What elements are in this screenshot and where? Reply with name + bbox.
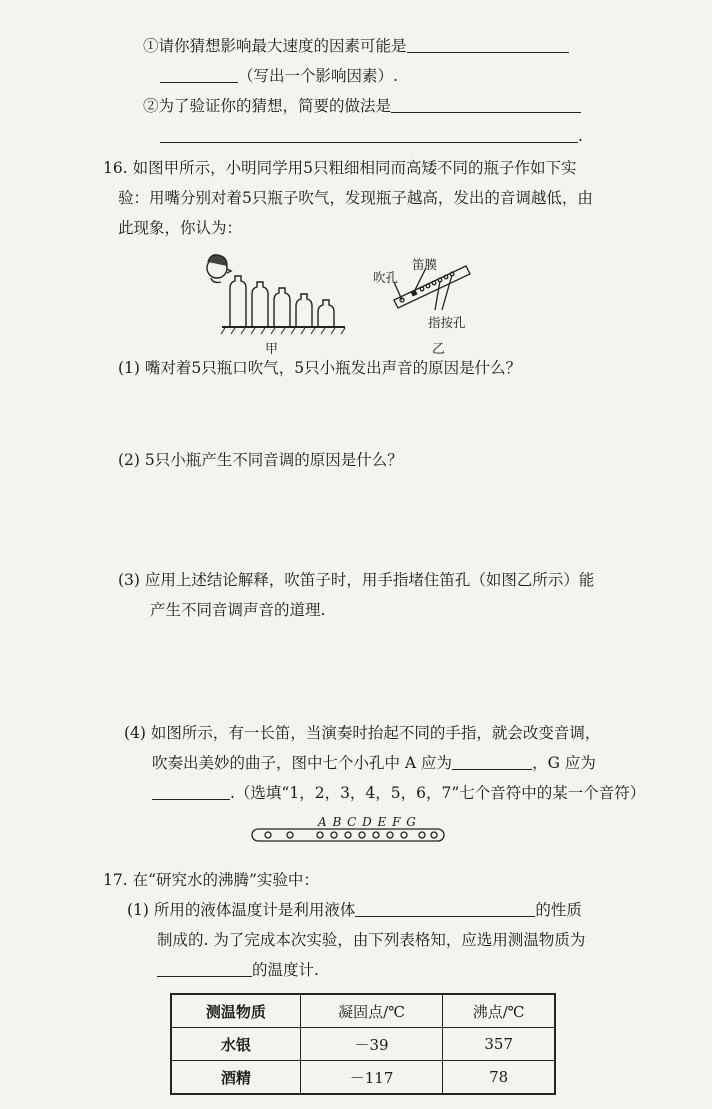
q16-intro-line1: 16. 如图甲所示，小明同学用5只粗细相同而高矮不同的瓶子作如下实 bbox=[103, 159, 577, 177]
table-cell: －117 bbox=[300, 1061, 443, 1095]
q16-sub4-line1: (4) 如图所示，有一长笛，当演奏时抬起不同的手指，就会改变音调， bbox=[124, 724, 601, 742]
q15-part2-line2 bbox=[160, 126, 583, 146]
q16-sub4-prompt-g: ，G 应为 bbox=[532, 754, 596, 772]
q16-sub4-prompt-a: 吹奏出美妙的曲子，图中七个小孔中 A 应为 bbox=[152, 754, 453, 772]
q16-sub1: (1) 嘴对着5只瓶口吹气，5只小瓶发出声音的原因是什么？ bbox=[118, 359, 522, 377]
q17-sub1-line1 bbox=[127, 900, 582, 920]
q17-sub1-suffix: 的性质 bbox=[535, 901, 582, 919]
q16-sub3-line2: 产生不同音调声音的道理. bbox=[150, 601, 326, 619]
q16-sub4-blank-a[interactable] bbox=[452, 753, 532, 770]
q15-part1-line2 bbox=[160, 66, 398, 86]
q15-period: . bbox=[578, 127, 583, 145]
table-header-cell: 凝固点/℃ bbox=[300, 994, 443, 1028]
figure-yi-zhiankong-label: 指按孔 bbox=[428, 315, 466, 330]
thermometer-substance-table bbox=[170, 993, 556, 1095]
q16-intro-line2: 验：用嘴分别对着5只瓶子吹气，发现瓶子越高，发出的音调越低，由 bbox=[118, 189, 593, 207]
q15-part2-prompt: ②为了验证你的猜想，简要的做法是 bbox=[143, 97, 392, 115]
q16-sub2: (2) 5只小瓶产生不同音调的原因是什么？ bbox=[118, 451, 403, 469]
q16-sub4-blank-g[interactable] bbox=[152, 783, 230, 800]
q16-intro-line3: 此现象，你认为： bbox=[118, 219, 243, 237]
q17-intro: 17. 在“研究水的沸腾”实验中： bbox=[103, 871, 319, 889]
table-cell: 酒精 bbox=[171, 1061, 300, 1095]
q15-part1-blank-a[interactable] bbox=[407, 36, 569, 53]
q16-sub3-line1: (3) 应用上述结论解释，吹笛子时，用手指堵住笛孔（如图乙所示）能 bbox=[118, 571, 595, 589]
table-cell: 78 bbox=[443, 1061, 555, 1095]
q17-sub1-end: 的温度计. bbox=[252, 961, 319, 979]
q15-part1-line1 bbox=[143, 36, 569, 56]
table-header-cell: 沸点/℃ bbox=[443, 994, 555, 1028]
figure-yi-label: 乙 bbox=[432, 342, 446, 357]
q15-part2-line1 bbox=[143, 96, 581, 116]
figure-long-flute bbox=[250, 826, 450, 846]
q17-sub1-line2: 制成的. 为了完成本次实验，由下列表格知，应选用测温物质为 bbox=[157, 931, 586, 949]
q17-sub1-blank-a[interactable] bbox=[355, 900, 535, 917]
q15-part1-blank-b[interactable] bbox=[160, 66, 238, 83]
q15-part2-blank-a[interactable] bbox=[391, 96, 581, 113]
table-row bbox=[171, 1028, 555, 1061]
q15-part2-blank-b[interactable] bbox=[160, 126, 578, 143]
figure-jia-bottles bbox=[197, 248, 357, 338]
q15-part1-note: （写出一个影响因素）. bbox=[238, 67, 398, 85]
q17-sub1-prompt: (1) 所用的液体温度计是利用液体 bbox=[127, 901, 356, 919]
figure-jia-label: 甲 bbox=[265, 342, 279, 357]
q16-sub4-line3 bbox=[152, 783, 645, 803]
q15-part1-prompt: ①请你猜想影响最大速度的因素可能是 bbox=[143, 37, 407, 55]
flute-hole-labels: A B C D E F G bbox=[318, 815, 417, 829]
table-header-row bbox=[171, 994, 555, 1028]
q17-sub1-line3 bbox=[157, 960, 319, 980]
table-cell: －39 bbox=[300, 1028, 443, 1061]
table-cell: 357 bbox=[443, 1028, 555, 1061]
table-row bbox=[171, 1061, 555, 1095]
q16-sub4-line2 bbox=[152, 753, 596, 773]
table-header-cell: 测温物质 bbox=[171, 994, 300, 1028]
table-cell: 水银 bbox=[171, 1028, 300, 1061]
q17-sub1-blank-b[interactable] bbox=[157, 960, 252, 977]
figure-yi-dimo-label: 笛膜 bbox=[412, 257, 438, 272]
figure-yi-chuikong-label: 吹孔 bbox=[373, 270, 399, 285]
q16-sub4-hint: .（选填“1，2，3，4，5，6，7”七个音符中的某一个音符） bbox=[230, 784, 646, 802]
